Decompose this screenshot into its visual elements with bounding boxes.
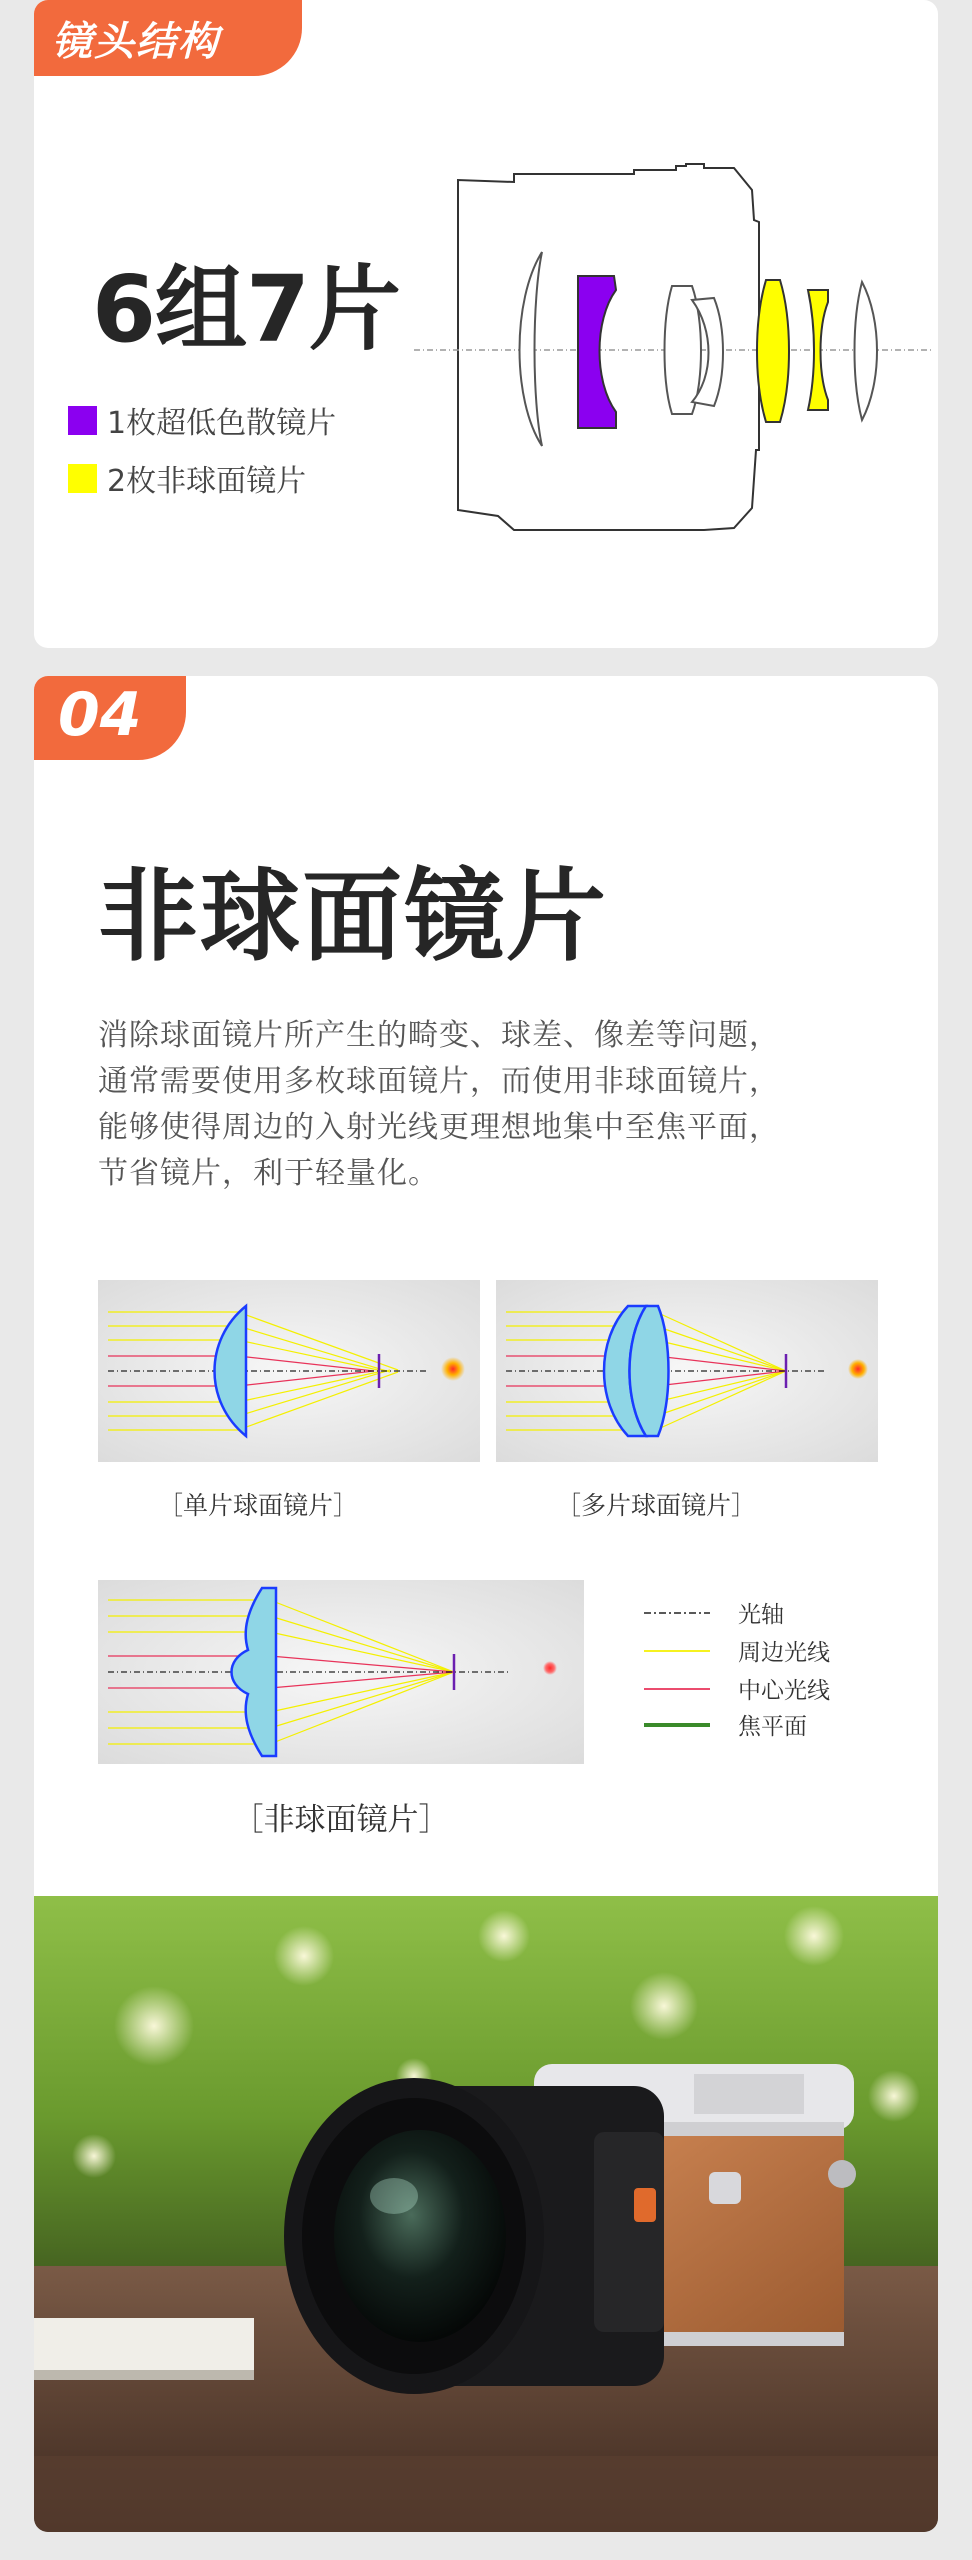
aspheric-lens-element-1 [757,280,789,422]
lens-structure-card [34,0,938,648]
product-photo [34,1896,938,2532]
aspheric-lens-element-2 [808,290,828,410]
purple-swatch [68,406,97,435]
aspheric-lens-card [34,676,938,2532]
legend-ed-lens-label: 1枚超低色散镜片 [107,406,337,441]
section-badge [34,0,302,76]
description-line-1: 消除球面镜片所产生的畸变、球差、像差等问题， [98,1018,780,1053]
caption-single-spherical: ［单片球面镜片］ [157,1491,358,1520]
section-title: 非球面镜片 [98,858,608,975]
lens-element-1 [520,252,543,446]
legend-central-rays-label: 中心光线 [738,1678,830,1704]
legend-peripheral-rays [644,1634,830,1667]
multi-spherical-lens-diagram [496,1280,878,1462]
legend-focal-plane [644,1708,807,1741]
lens-element-7 [855,282,878,420]
single-spherical-lens-diagram [98,1280,480,1462]
lens-group-count-title: 6组7片 [92,256,401,363]
section-number-label: 04 [58,680,142,750]
legend-ed-lens [68,398,336,442]
legend-optical-axis [644,1596,784,1629]
lens-cross-section-diagram [414,150,934,540]
yellow-swatch [68,464,97,493]
legend-central-rays [644,1672,830,1705]
section-number-badge [34,676,186,760]
legend-aspheric-lens [68,456,306,500]
description-line-3: 能够使得周边的入射光线更理想地集中至焦平面， [98,1110,780,1145]
ed-lens-element [578,276,616,428]
caption-aspheric: ［非球面镜片］ [232,1802,450,1838]
description-line-4: 节省镜片，利于轻量化。 [98,1156,439,1191]
description-line-2: 通常需要使用多枚球面镜片，而使用非球面镜片， [98,1064,780,1099]
aspheric-lens-diagram [98,1580,584,1764]
caption-multi-spherical: ［多片球面镜片］ [555,1491,756,1520]
legend-aspheric-lens-label: 2枚非球面镜片 [107,464,307,499]
section-badge-label: 镜头结构 [52,19,220,65]
legend-peripheral-rays-label: 周边光线 [738,1640,830,1666]
legend-focal-plane-label: 焦平面 [738,1714,807,1740]
legend-optical-axis-label: 光轴 [738,1602,784,1628]
